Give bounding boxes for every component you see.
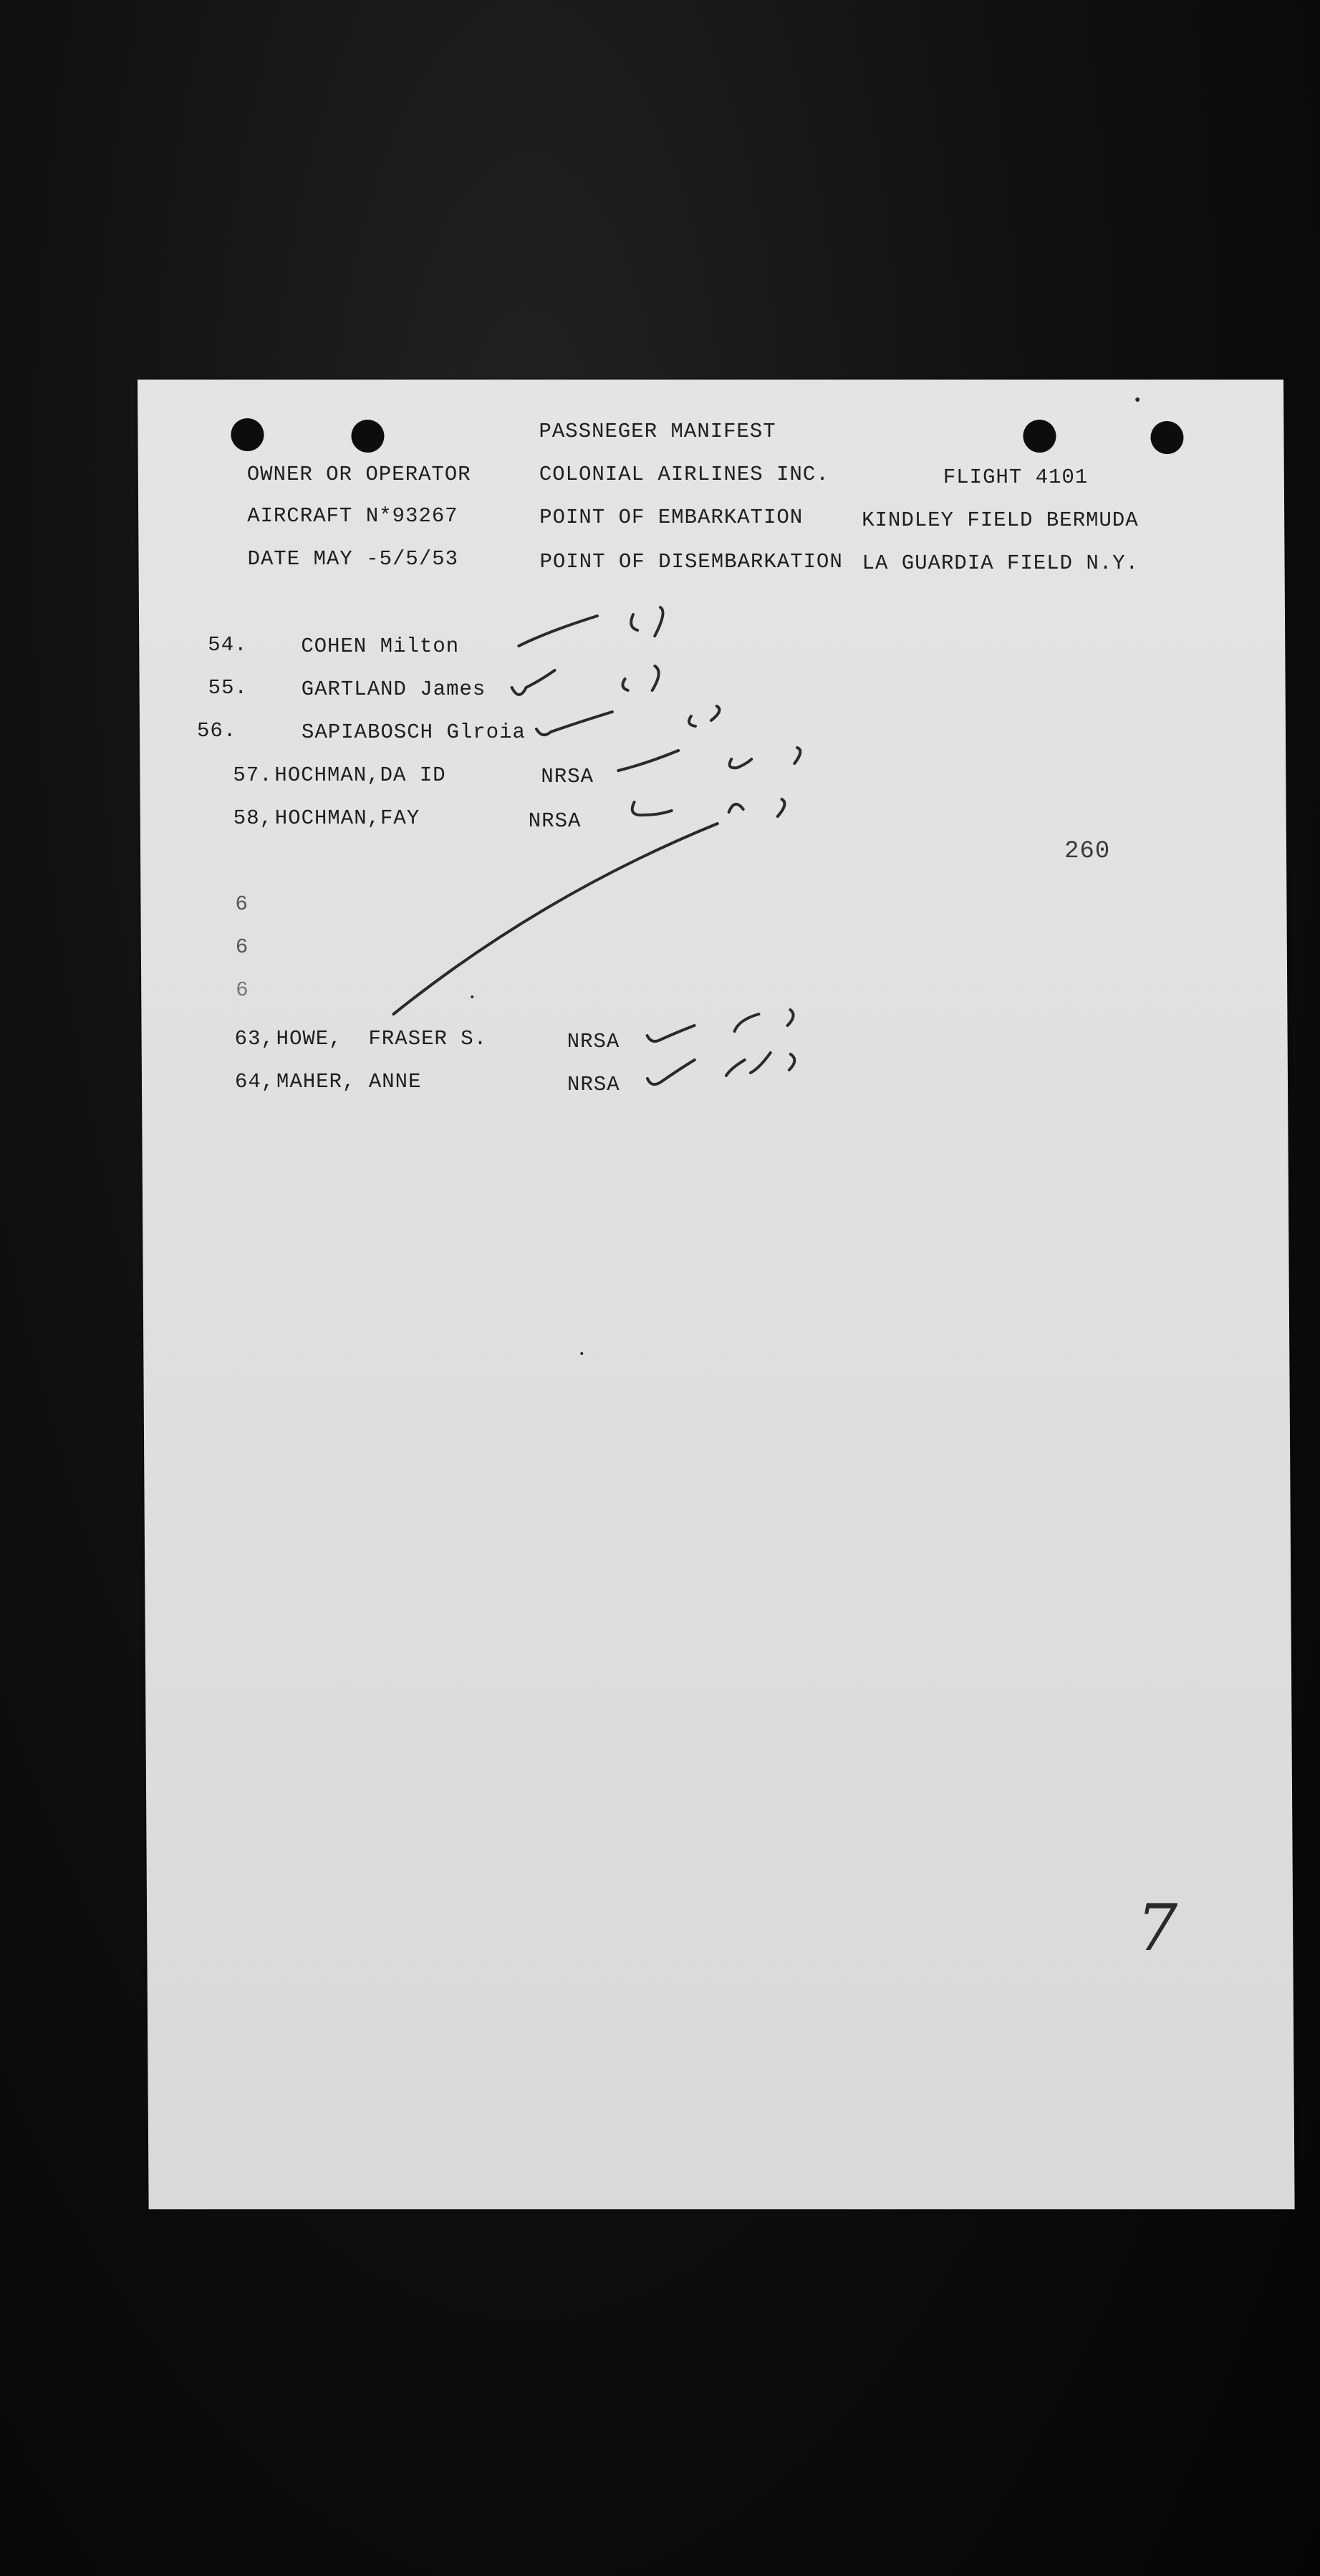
check-mark bbox=[734, 1014, 758, 1031]
passenger-number: 64, bbox=[234, 1070, 275, 1094]
ink-dot bbox=[580, 1352, 583, 1355]
check-mark bbox=[519, 616, 597, 646]
check-mark bbox=[647, 1060, 695, 1084]
passenger-name: HOCHMAN,DA ID bbox=[274, 763, 446, 787]
ink-dot bbox=[471, 995, 473, 998]
manifest-date: DATE MAY -5/5/53 bbox=[247, 547, 459, 571]
passenger-name: COHEN Milton bbox=[301, 635, 460, 658]
page-number: 260 bbox=[1064, 838, 1111, 865]
passenger-status: NRSA bbox=[528, 809, 582, 833]
blank-row-number: 6 bbox=[235, 935, 249, 959]
check-mark bbox=[794, 748, 800, 763]
passenger-number: 54. bbox=[208, 633, 248, 657]
manifest-title: PASSNEGER MANIFEST bbox=[539, 420, 776, 443]
check-mark bbox=[647, 1026, 695, 1041]
check-mark bbox=[618, 751, 678, 771]
passenger-number: 63, bbox=[234, 1027, 274, 1051]
passenger-number: 58, bbox=[233, 806, 274, 830]
check-mark bbox=[787, 1010, 793, 1026]
check-mark bbox=[536, 712, 612, 735]
passenger-name: HOCHMAN,FAY bbox=[274, 806, 420, 830]
punch-hole bbox=[231, 418, 264, 451]
passenger-name: SAPIABOSCH Glroia bbox=[301, 720, 526, 744]
check-mark bbox=[778, 799, 785, 816]
blank-row-number: 6 bbox=[236, 978, 249, 1002]
embarkation-label: POINT OF EMBARKATION bbox=[539, 506, 804, 529]
check-mark bbox=[631, 607, 663, 636]
passenger-name: HOWE, FRASER S. bbox=[276, 1027, 488, 1051]
disembarkation-label: POINT OF DISEMBARKATION bbox=[539, 550, 843, 574]
passenger-number: 55. bbox=[208, 676, 248, 700]
blank-row-number: 6 bbox=[235, 892, 249, 916]
passenger-name: MAHER, ANNE bbox=[276, 1070, 422, 1094]
manifest-page bbox=[138, 380, 1295, 2209]
passenger-status: NRSA bbox=[567, 1030, 620, 1053]
embarkation-value: KINDLEY FIELD BERMUDA bbox=[862, 508, 1139, 532]
check-mark bbox=[622, 666, 659, 690]
passenger-name: GARTLAND James bbox=[301, 677, 486, 701]
owner-label: OWNER OR OPERATOR bbox=[246, 463, 471, 486]
ink-dot bbox=[1135, 397, 1140, 402]
flight-number: FLIGHT 4101 bbox=[943, 465, 1089, 489]
punch-hole bbox=[1023, 420, 1056, 453]
check-mark bbox=[632, 802, 672, 815]
passenger-number: 57. bbox=[233, 763, 273, 787]
punch-hole bbox=[351, 420, 384, 453]
corner-mark: 7 bbox=[1136, 1891, 1178, 1966]
check-mark bbox=[729, 804, 743, 812]
aircraft-number: AIRCRAFT N*93267 bbox=[247, 504, 458, 528]
passenger-status: NRSA bbox=[567, 1073, 620, 1096]
check-mark bbox=[726, 1053, 771, 1076]
strike-line bbox=[392, 824, 719, 1014]
disembarkation-value: LA GUARDIA FIELD N.Y. bbox=[862, 551, 1140, 575]
check-mark bbox=[511, 670, 554, 695]
check-mark bbox=[789, 1054, 795, 1070]
check-mark bbox=[730, 759, 752, 768]
check-mark bbox=[689, 706, 720, 726]
owner-value: COLONIAL AIRLINES INC. bbox=[539, 463, 829, 486]
passenger-number: 56. bbox=[196, 719, 237, 743]
punch-hole bbox=[1150, 421, 1183, 454]
passenger-status: NRSA bbox=[541, 765, 594, 788]
